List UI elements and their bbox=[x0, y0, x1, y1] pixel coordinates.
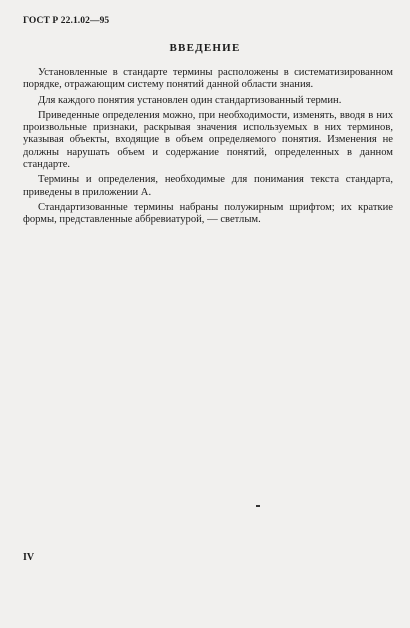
page-number: IV bbox=[23, 552, 35, 563]
stray-mark bbox=[256, 505, 260, 507]
paragraph: Приведенные определения можно, при необходимости, изменять, вводя в них произвольные признаки, раскрывая значения используемых в них терминов, указывая объекты, входящие в объем определяемого понятия. Изменения не должны нарушать объем и содержание понятий, определенных в данном стандарте. bbox=[23, 109, 393, 171]
paragraph: Термины и определения, необходимые для понимания текста стандарта, приведены в приложении А. bbox=[23, 174, 393, 198]
paragraph: Установленные в стандарте термины расположены в систематизированном порядке, отражающим систему понятий данной области знания. bbox=[23, 67, 393, 91]
document-header: ГОСТ Р 22.1.02—95 bbox=[23, 16, 110, 26]
section-title: ВВЕДЕНИЕ bbox=[169, 42, 241, 54]
paragraph: Стандартизованные термины набраны полужирным шрифтом; их краткие формы, представленные аббревиатурой, — светлым. bbox=[23, 201, 393, 226]
body-text bbox=[23, 67, 393, 230]
paragraph: Для каждого понятия установлен один стандартизованный термин. bbox=[38, 94, 342, 106]
